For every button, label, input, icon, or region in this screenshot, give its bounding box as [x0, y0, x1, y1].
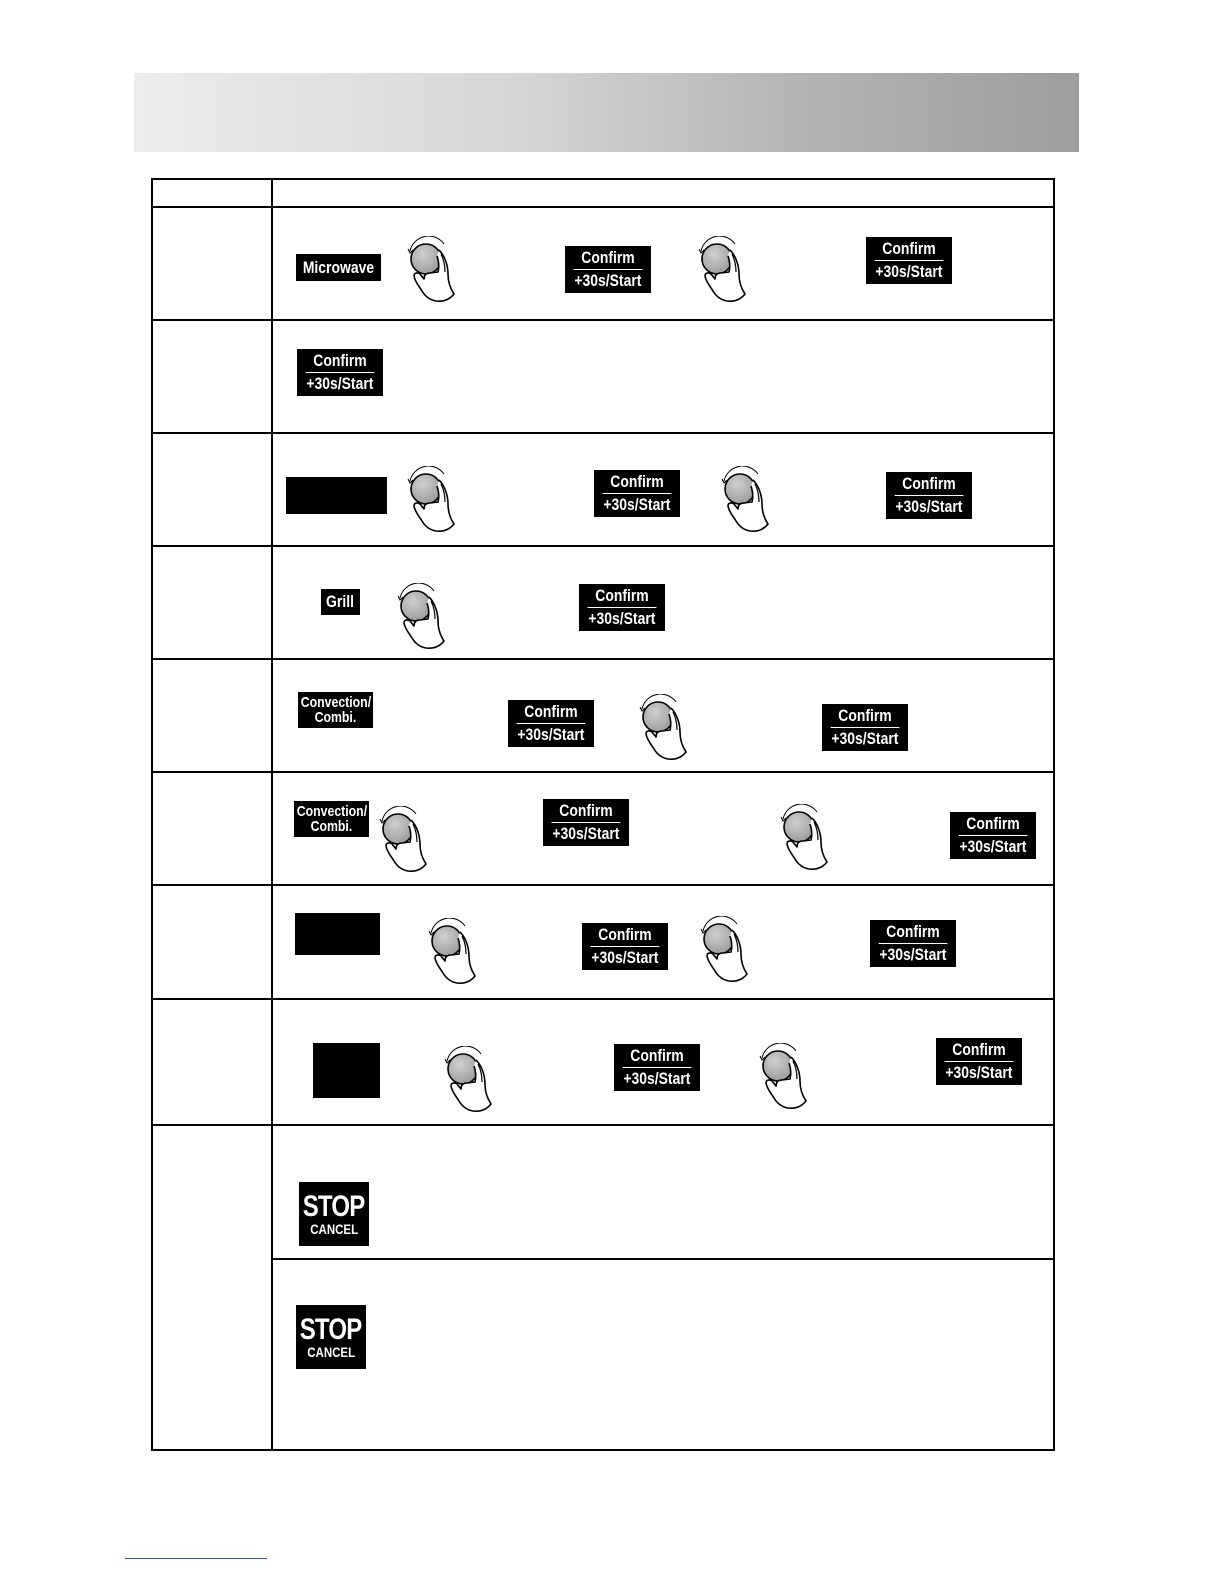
confirm-key-bottom: +30s/Start [895, 496, 963, 516]
dial-icon [425, 918, 487, 984]
stop-cancel-key [296, 1305, 366, 1369]
confirm-key-top: Confirm [879, 923, 948, 944]
row-divider [153, 884, 1053, 886]
stop-key-label: STOP [303, 1189, 365, 1223]
confirm-key-bottom: +30s/Start [552, 823, 620, 843]
confirm-key-top: Confirm [895, 475, 964, 496]
confirm-key-bottom: +30s/Start [603, 494, 671, 514]
confirm-key-bottom: +30s/Start [879, 944, 947, 964]
dial-icon [718, 466, 780, 532]
stop-key-label: STOP [300, 1312, 362, 1346]
confirm-key-bottom: +30s/Start [959, 836, 1027, 856]
confirm-key [614, 1044, 700, 1091]
confirm-key [870, 920, 956, 967]
confirm-key-top: Confirm [588, 587, 657, 608]
stop-cancel-key [299, 1182, 369, 1246]
confirm-key-top: Confirm [875, 240, 944, 261]
dial-icon [777, 804, 839, 870]
confirm-key [297, 349, 383, 396]
cancel-key-label: CANCEL [307, 1343, 355, 1360]
dial-icon [697, 916, 759, 982]
grill-key [321, 589, 360, 615]
dial-icon [404, 466, 466, 532]
confirm-key [866, 237, 952, 284]
grill-key-label: Grill [326, 592, 355, 611]
confirm-key [594, 470, 680, 517]
row-divider [153, 1124, 1053, 1126]
dial-icon [695, 236, 757, 302]
dial-icon [756, 1043, 818, 1109]
confirm-key [950, 812, 1036, 859]
confirm-key [886, 472, 972, 519]
microwave-key [296, 254, 381, 281]
row-divider [271, 1258, 1053, 1260]
confirm-key-bottom: +30s/Start [875, 261, 943, 281]
row-divider [153, 771, 1053, 773]
confirm-key-top: Confirm [603, 473, 672, 494]
confirm-key-bottom: +30s/Start [588, 608, 656, 628]
confirm-key-bottom: +30s/Start [574, 270, 642, 290]
confirm-key-bottom: +30s/Start [831, 728, 899, 748]
confirm-key-bottom: +30s/Start [591, 947, 659, 967]
dial-icon [404, 236, 466, 302]
row-divider [153, 998, 1053, 1000]
confirm-key [565, 246, 651, 293]
confirm-key-bottom: +30s/Start [517, 724, 585, 744]
blank-key [295, 913, 380, 955]
convection-key-line2: Combi. [314, 709, 357, 726]
confirm-key [822, 704, 908, 751]
convection-key-line1: Convection/ [300, 694, 371, 711]
row-divider [153, 545, 1053, 547]
blank-key [286, 477, 387, 514]
blank-key [313, 1043, 380, 1098]
dial-icon [441, 1046, 503, 1112]
confirm-key-top: Confirm [552, 802, 621, 823]
row-divider [153, 206, 1053, 208]
convection-combi-key [294, 801, 369, 837]
confirm-key [508, 700, 594, 747]
confirm-key-top: Confirm [831, 707, 900, 728]
confirm-key-top: Confirm [959, 815, 1028, 836]
dial-icon [376, 806, 438, 872]
confirm-key-top: Confirm [945, 1041, 1014, 1062]
header-band [134, 73, 1079, 152]
confirm-key-top: Confirm [591, 926, 660, 947]
convection-key-line1: Convection/ [296, 803, 367, 820]
convection-combi-key [298, 692, 373, 728]
confirm-key-top: Confirm [517, 703, 586, 724]
confirm-key-top: Confirm [574, 249, 643, 270]
dial-icon [636, 694, 698, 760]
row-divider [153, 432, 1053, 434]
confirm-key-bottom: +30s/Start [306, 373, 374, 393]
cancel-key-label: CANCEL [310, 1220, 358, 1237]
confirm-key-bottom: +30s/Start [945, 1062, 1013, 1082]
confirm-key [936, 1038, 1022, 1085]
confirm-key [543, 799, 629, 846]
confirm-key-bottom: +30s/Start [623, 1068, 691, 1088]
dial-icon [394, 583, 456, 649]
confirm-key [579, 584, 665, 631]
confirm-key [582, 923, 668, 970]
row-divider [153, 319, 1053, 321]
confirm-key-top: Confirm [623, 1047, 692, 1068]
footer-rule [125, 1558, 267, 1559]
confirm-key-top: Confirm [306, 352, 375, 373]
convection-key-line2: Combi. [310, 818, 353, 835]
row-divider [153, 658, 1053, 660]
microwave-key-label: Microwave [302, 257, 375, 277]
